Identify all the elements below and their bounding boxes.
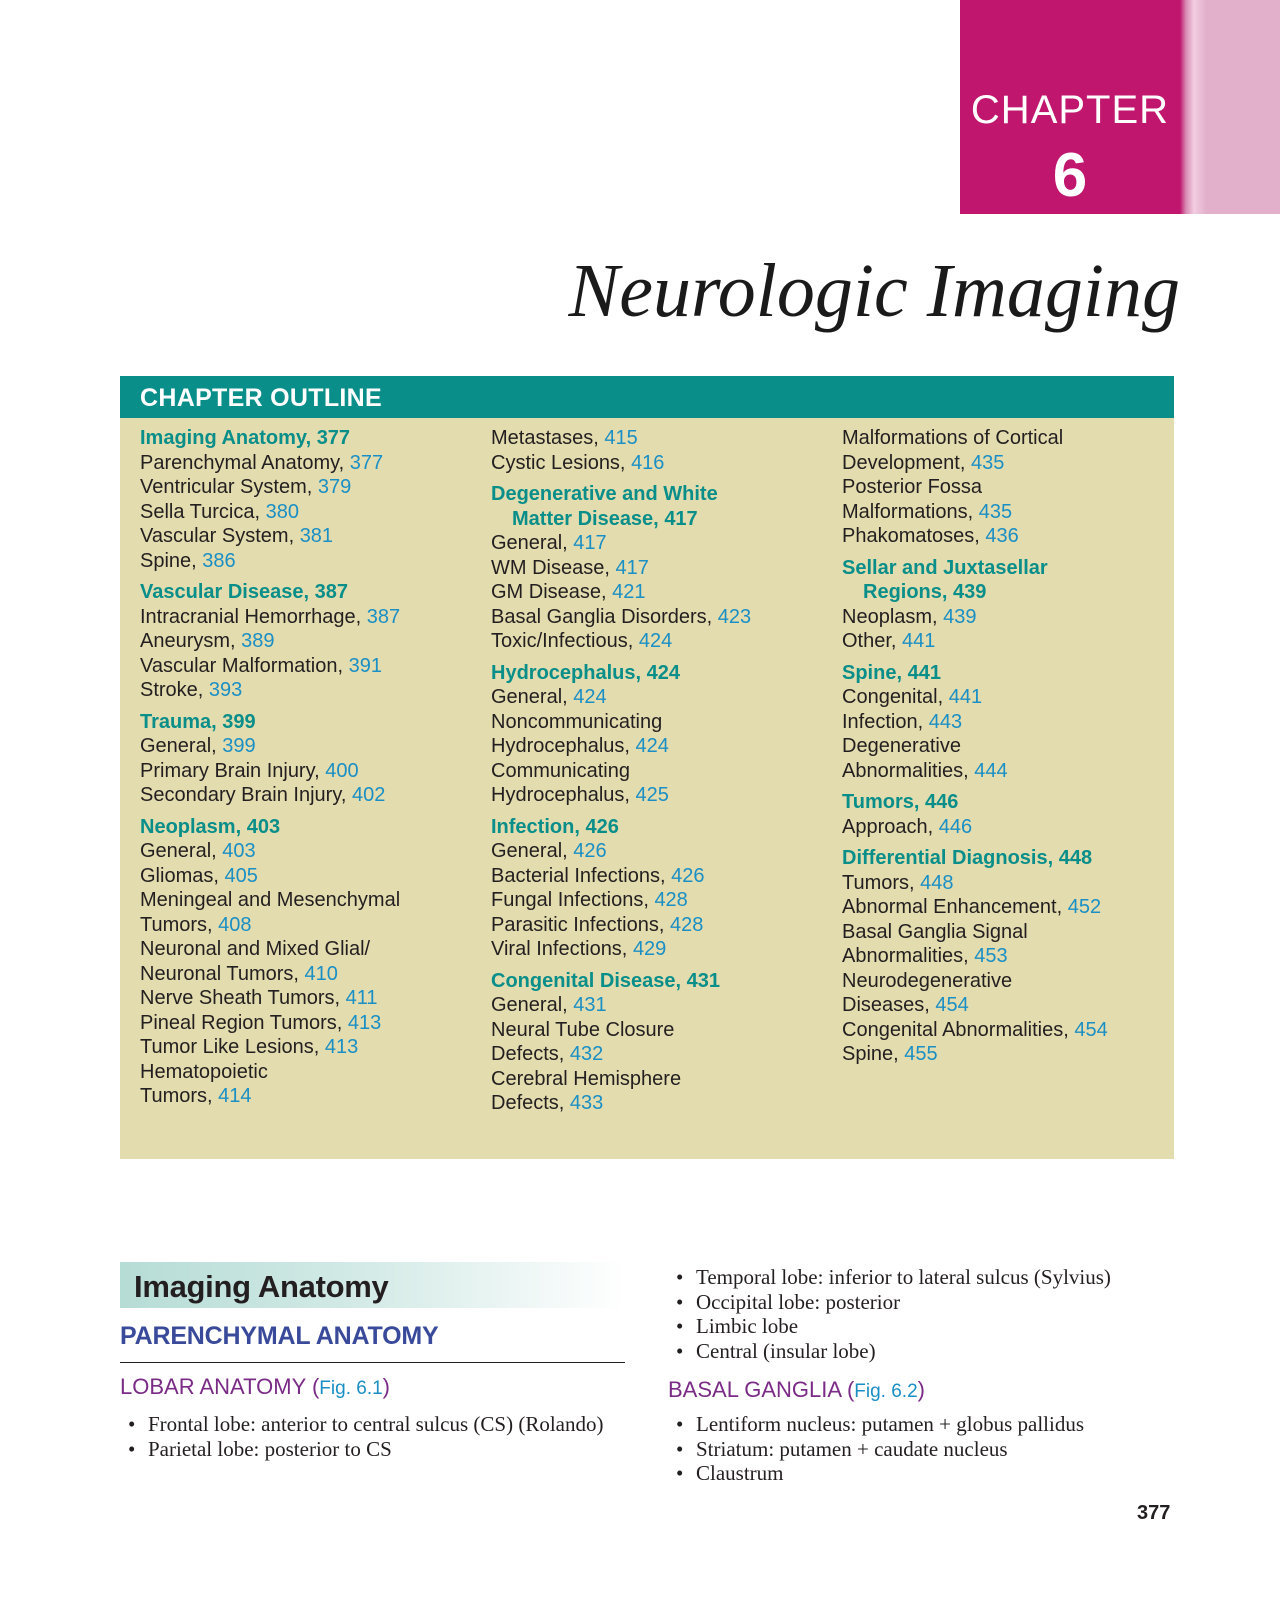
outline-page-link[interactable]: 439 (953, 581, 987, 603)
outline-page-link[interactable]: 446 (924, 791, 959, 813)
outline-entry-label: General, (140, 840, 217, 862)
bullet-item: • Lentiform nucleus: putamen + globus pallidus (668, 1412, 1188, 1437)
outline-entry-label: Posterior Fossa (842, 476, 983, 498)
outline-page-link[interactable]: 379 (317, 476, 352, 498)
outline-subentry (140, 864, 480, 889)
lobar-list (120, 1412, 626, 1461)
outline-page-link[interactable]: 413 (324, 1036, 359, 1058)
outline-subentry (491, 993, 831, 1018)
outline-subentry (491, 937, 831, 962)
outline-page-link[interactable]: 446 (938, 815, 973, 838)
outline-entry-label: GM Disease, (491, 581, 607, 603)
outline-page-link[interactable]: 416 (631, 451, 665, 474)
outline-entry-label: Neoplasm, (140, 815, 242, 838)
outline-subentry (842, 871, 1182, 896)
outline-section-entry (842, 846, 1182, 871)
outline-page-link[interactable]: 387 (314, 581, 348, 603)
outline-entry-label: Spine, (842, 661, 903, 684)
subsection-title: PARENCHYMAL ANATOMY (120, 1322, 439, 1350)
outline-subentry (140, 678, 480, 703)
outline-section-entry (491, 661, 831, 686)
outline-section-entry (842, 661, 1182, 686)
outline-subentry (491, 1091, 831, 1116)
lobar-open-paren: ( (305, 1374, 320, 1399)
outline-page-link[interactable]: 441 (902, 630, 936, 652)
outline-subentry (491, 531, 831, 556)
outline-section-entry (491, 482, 831, 507)
outline-subentry (842, 629, 1182, 654)
outline-subentry (140, 1060, 480, 1085)
outline-page-link[interactable]: 411 (345, 987, 378, 1009)
outline-entry-label: Malformations, (842, 500, 974, 523)
basal-open-paren: ( (840, 1377, 855, 1402)
outline-entry-label: Aneurysm, (140, 630, 236, 652)
outline-entry-label: Hydrocephalus, (491, 735, 630, 757)
outline-entry-label: Infection, (491, 815, 580, 838)
outline-entry-label: Cystic Lesions, (491, 451, 626, 474)
outline-subentry (491, 426, 831, 451)
outline-entry-label: Toxic/Infectious, (491, 630, 634, 652)
outline-entry-label: Congenital Disease, (491, 969, 682, 992)
outline-subentry (491, 605, 831, 630)
outline-entry-label: General, (140, 735, 217, 757)
figure-link[interactable]: Fig. 6.2 (854, 1381, 918, 1402)
outline-entry-label: Neuronal Tumors, (140, 962, 299, 985)
outline-page-link[interactable]: 431 (686, 969, 720, 992)
outline-entry-label: Tumors, (842, 871, 915, 894)
outline-page-link[interactable]: 408 (218, 913, 252, 936)
outline-page-link[interactable]: 448 (920, 871, 954, 894)
chapter-title: Neurologic Imaging (568, 249, 1180, 333)
outline-section-entry (491, 815, 831, 840)
outline-entry-label: Metastases, (491, 427, 599, 449)
outline-entry-label: Pineal Region Tumors, (140, 1011, 343, 1034)
outline-column-1 (140, 426, 480, 1109)
outline-section-entry (842, 580, 1182, 605)
chapter-tab (960, 0, 1180, 214)
outline-page-link[interactable]: 433 (569, 1092, 604, 1114)
outline-subentry (842, 500, 1182, 525)
lobar-anatomy-title: LOBAR ANATOMY (120, 1374, 306, 1399)
outline-entry-label: Infection, (842, 710, 924, 733)
outline-entry-label: Neural Tube Closure (491, 1018, 675, 1041)
outline-entry-label: Degenerative and White (491, 483, 718, 505)
outline-page-link[interactable]: 377 (349, 451, 384, 474)
outline-entry-label: Tumors, (140, 1085, 213, 1107)
outline-page-link[interactable]: 432 (569, 1043, 604, 1065)
outline-entry-label: Hydrocephalus, (491, 784, 630, 806)
outline-subentry (140, 734, 480, 759)
outline-entry-label: General, (491, 994, 568, 1016)
outline-page-link[interactable]: 421 (612, 581, 646, 603)
outline-subentry (491, 839, 831, 864)
outline-page-link[interactable]: 413 (347, 1011, 382, 1034)
outline-entry-label: Spine, (140, 549, 197, 572)
outline-subentry (140, 839, 480, 864)
outline-page-link[interactable]: 455 (904, 1043, 938, 1065)
outline-entry-label: General, (491, 532, 568, 554)
outline-subentry (491, 556, 831, 581)
outline-subentry (842, 685, 1182, 710)
outline-entry-label: Sellar and Juxtasellar (842, 556, 1048, 579)
lobar-list-continued (668, 1265, 1188, 1363)
outline-page-link[interactable]: 405 (224, 864, 258, 887)
outline-entry-label: Spine, (842, 1043, 899, 1065)
outline-page-link[interactable]: 444 (974, 759, 1008, 782)
outline-subentry (491, 783, 831, 808)
outline-entry-label: Vascular System, (140, 525, 295, 547)
outline-page-link[interactable]: 424 (638, 630, 673, 652)
outline-entry-label: Cerebral Hemisphere (491, 1067, 682, 1090)
outline-page-link[interactable]: 389 (241, 630, 275, 652)
outline-page-link[interactable]: 439 (943, 605, 977, 628)
bullet-item: • Occipital lobe: posterior (668, 1290, 1188, 1315)
basal-ganglia-list (668, 1412, 1188, 1486)
bullet-item: • Claustrum (668, 1461, 1188, 1486)
outline-subentry (842, 920, 1182, 945)
outline-subentry (491, 710, 831, 735)
outline-entry-label: Meningeal and Mesenchymal (140, 889, 401, 911)
outline-subentry (842, 895, 1182, 920)
outline-page-link[interactable]: 417 (573, 532, 607, 554)
outline-entry-label: Abnormalities, (842, 759, 969, 782)
outline-subentry (842, 815, 1182, 840)
outline-subentry (842, 734, 1182, 759)
outline-page-link[interactable]: 377 (316, 427, 351, 449)
outline-entry-label: Differential Diagnosis, (842, 847, 1054, 869)
outline-entry-label: Diseases, (842, 994, 930, 1016)
page-number: 377 (1137, 1502, 1171, 1524)
outline-page-link[interactable]: 381 (299, 525, 334, 547)
outline-page-link[interactable]: 386 (202, 549, 236, 572)
outline-entry-label: Vascular Disease, (140, 581, 310, 603)
outline-page-link[interactable]: 426 (585, 815, 619, 838)
outline-subentry (140, 524, 480, 549)
outline-entry-label: Approach, (842, 815, 934, 838)
outline-column-3 (842, 426, 1182, 1067)
outline-subentry (491, 864, 831, 889)
outline-subentry (140, 500, 480, 525)
outline-page-link[interactable]: 435 (970, 451, 1005, 474)
outline-subentry (842, 759, 1182, 784)
outline-entry-label: WM Disease, (491, 556, 610, 579)
outline-page-link[interactable]: 417 (664, 507, 698, 530)
outline-subentry (140, 759, 480, 784)
outline-section-entry (140, 426, 480, 451)
outline-column-2 (491, 426, 831, 1116)
outline-page-link[interactable]: 441 (907, 661, 941, 684)
outline-subentry (491, 759, 831, 784)
outline-entry-label: Noncommunicating (491, 710, 663, 733)
outline-entry-label: Defects, (491, 1092, 565, 1114)
outline-entry-label: Stroke, (140, 679, 204, 701)
outline-entry-label: Parenchymal Anatomy, (140, 451, 345, 474)
outline-subentry (140, 1035, 480, 1060)
outline-entry-label: Primary Brain Injury, (140, 759, 320, 782)
outline-subentry (842, 710, 1182, 735)
outline-subentry (842, 475, 1182, 500)
outline-entry-label: Development, (842, 451, 966, 474)
bullet-item: • Striatum: putamen + caudate nucleus (668, 1437, 1188, 1462)
outline-entry-label: Hydrocephalus, (491, 661, 642, 684)
outline-entry-label: Abnormal Enhancement, (842, 896, 1063, 918)
outline-subentry (140, 1084, 480, 1109)
outline-subentry (842, 969, 1182, 994)
outline-entry-label: Viral Infections, (491, 938, 628, 960)
outline-page-link[interactable]: 436 (985, 525, 1019, 547)
outline-subentry (491, 734, 831, 759)
outline-page-link[interactable]: 399 (222, 710, 256, 733)
outline-entry-label: Gliomas, (140, 864, 219, 887)
outline-page-link[interactable]: 400 (325, 759, 359, 782)
outline-section-entry (140, 815, 480, 840)
outline-page-link[interactable]: 415 (604, 427, 638, 449)
outline-page-link[interactable]: 428 (669, 913, 704, 936)
outline-page-link[interactable]: 399 (222, 735, 256, 757)
outline-subentry (491, 913, 831, 938)
bullet-item: • Central (insular lobe) (668, 1339, 1188, 1364)
outline-page-link[interactable]: 393 (208, 679, 243, 701)
outline-subentry (842, 451, 1182, 476)
outline-page-link[interactable]: 453 (974, 945, 1008, 967)
outline-subentry (140, 888, 480, 913)
outline-page-link[interactable]: 410 (304, 962, 338, 985)
outline-entry-label: Secondary Brain Injury, (140, 784, 347, 806)
outline-entry-label: Nerve Sheath Tumors, (140, 987, 341, 1009)
outline-subentry (140, 605, 480, 630)
outline-entry-label: Imaging Anatomy, (140, 427, 312, 449)
outline-entry-label: Tumor Like Lesions, (140, 1036, 320, 1058)
lobar-anatomy-heading (120, 1374, 390, 1400)
lobar-close-paren: ) (382, 1374, 390, 1399)
outline-entry-label: Degenerative (842, 735, 961, 757)
outline-section-entry (140, 710, 480, 735)
outline-subentry (842, 524, 1182, 549)
outline-subentry (140, 549, 480, 574)
outline-subentry (842, 1018, 1182, 1043)
outline-page-link[interactable]: 417 (615, 556, 649, 579)
outline-entry-label: Hematopoietic (140, 1060, 268, 1083)
outline-page-link[interactable]: 403 (246, 815, 281, 838)
outline-page-link[interactable]: 425 (635, 784, 669, 806)
outline-subentry (842, 1042, 1182, 1067)
outline-subentry (140, 475, 480, 500)
outline-entry-label: Trauma, (140, 710, 217, 733)
outline-subentry (842, 993, 1182, 1018)
outline-page-link[interactable]: 414 (218, 1085, 252, 1107)
outline-entry-label: Sella Turcica, (140, 500, 261, 523)
outline-entry-label: Malformations of Cortical (842, 427, 1064, 449)
outline-subentry (140, 783, 480, 808)
outline-entry-label: General, (491, 840, 568, 862)
bullet-item: • Temporal lobe: inferior to lateral sulcus (Sylvius) (668, 1265, 1188, 1290)
figure-link[interactable]: Fig. 6.1 (319, 1378, 383, 1399)
outline-subentry (491, 685, 831, 710)
outline-entry-label: Parasitic Infections, (491, 913, 665, 936)
outline-entry-label: Basal Ganglia Disorders, (491, 605, 713, 628)
outline-subentry (491, 1067, 831, 1092)
outline-subentry (140, 962, 480, 987)
outline-entry-label: Tumors, (842, 791, 920, 813)
bullet-item: • Parietal lobe: posterior to CS (120, 1437, 626, 1462)
outline-page-link[interactable]: 380 (265, 500, 299, 523)
outline-entry-label: Vascular Malformation, (140, 654, 344, 677)
outline-subentry (140, 629, 480, 654)
outline-subentry (842, 426, 1182, 451)
outline-page-link[interactable]: 424 (573, 686, 607, 708)
outline-page-link[interactable]: 448 (1058, 847, 1093, 869)
outline-subentry (140, 986, 480, 1011)
outline-subentry (140, 937, 480, 962)
outline-subentry (140, 451, 480, 476)
outline-entry-label: Neurodegenerative (842, 969, 1013, 992)
chapter-outline-heading: CHAPTER OUTLINE (120, 376, 1174, 418)
outline-entry-label: Phakomatoses, (842, 525, 980, 547)
chapter-label: CHAPTER (970, 88, 1170, 132)
outline-entry-label: Abnormalities, (842, 945, 969, 967)
outline-entry-label: Fungal Infections, (491, 889, 649, 911)
outline-subentry (491, 1042, 831, 1067)
outline-page-link[interactable]: 435 (978, 500, 1013, 523)
outline-entry-label: Ventricular System, (140, 476, 313, 498)
outline-subentry (140, 1011, 480, 1036)
basal-ganglia-title: BASAL GANGLIA (668, 1377, 841, 1402)
outline-subentry (491, 888, 831, 913)
outline-entry-label: Intracranial Hemorrhage, (140, 605, 362, 628)
outline-subentry (491, 451, 831, 476)
outline-page-link[interactable]: 426 (671, 864, 705, 887)
outline-page-link[interactable]: 454 (1074, 1018, 1108, 1041)
outline-page-link[interactable]: 424 (646, 661, 680, 684)
outline-subentry (842, 944, 1182, 969)
outline-entry-label: Congenital, (842, 686, 944, 708)
section-heading (120, 1262, 625, 1308)
outline-page-link[interactable]: 391 (348, 654, 382, 677)
outline-section-entry (842, 790, 1182, 815)
outline-page-link[interactable]: 429 (632, 938, 667, 960)
outline-page-link[interactable]: 452 (1067, 896, 1102, 918)
outline-entry-label: General, (491, 686, 568, 708)
outline-page-link[interactable]: 454 (935, 994, 969, 1016)
outline-page-link[interactable]: 443 (928, 710, 963, 733)
outline-page-link[interactable]: 403 (222, 840, 256, 862)
outline-subentry (491, 629, 831, 654)
chapter-outline (120, 376, 1174, 1159)
outline-page-link[interactable]: 387 (366, 605, 401, 628)
outline-subentry (140, 654, 480, 679)
outline-subentry (842, 605, 1182, 630)
outline-entry-label: Regions, (863, 581, 948, 603)
outline-entry-label: Neoplasm, (842, 605, 938, 628)
outline-entry-label: Neuronal and Mixed Glial/ (140, 938, 371, 960)
outline-entry-label: Other, (842, 630, 897, 652)
outline-entry-label: Basal Ganglia Signal (842, 920, 1028, 943)
section-title: Imaging Anatomy (134, 1269, 389, 1304)
basal-close-paren: ) (917, 1377, 925, 1402)
outline-page-link[interactable]: 426 (573, 840, 607, 862)
outline-entry-label: Matter Disease, (512, 507, 659, 530)
outline-page-link[interactable]: 424 (635, 735, 669, 757)
outline-entry-label: Defects, (491, 1043, 565, 1065)
outline-entry-label: Communicating (491, 759, 630, 782)
chapter-number: 6 (1052, 141, 1088, 210)
outline-page-link[interactable]: 431 (573, 994, 607, 1016)
outline-entry-label: Congenital Abnormalities, (842, 1018, 1069, 1041)
chapter-tab-stripe (1180, 0, 1280, 214)
outline-page-link[interactable]: 402 (351, 784, 386, 806)
subsection-heading (120, 1322, 625, 1363)
outline-subentry (140, 913, 480, 938)
outline-entry-label: Bacterial Infections, (491, 864, 666, 887)
outline-page-link[interactable]: 423 (717, 605, 752, 628)
outline-entry-label: Tumors, (140, 913, 213, 936)
bullet-item: • Limbic lobe (668, 1314, 1188, 1339)
outline-page-link[interactable]: 441 (948, 686, 983, 708)
basal-ganglia-heading (668, 1377, 925, 1403)
outline-page-link[interactable]: 428 (654, 889, 688, 911)
bullet-item: • Frontal lobe: anterior to central sulcus (CS) (Rolando) (120, 1412, 626, 1437)
outline-section-entry (491, 507, 831, 532)
outline-section-entry (842, 556, 1182, 581)
outline-subentry (491, 580, 831, 605)
outline-subentry (491, 1018, 831, 1043)
outline-section-entry (491, 969, 831, 994)
outline-section-entry (140, 580, 480, 605)
